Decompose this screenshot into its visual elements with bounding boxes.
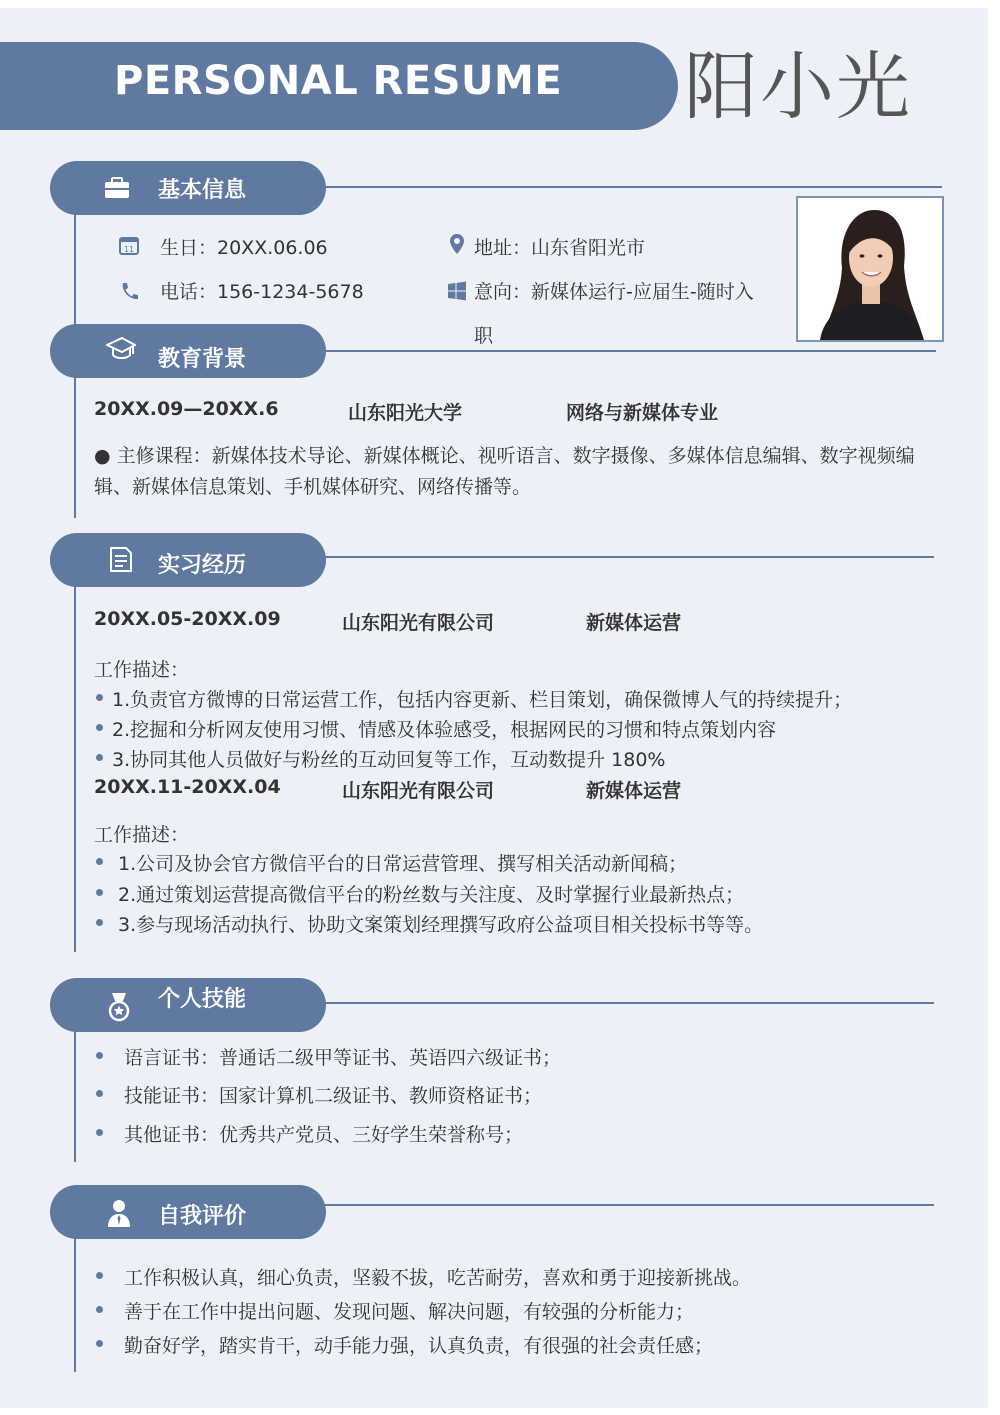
job-period: 20XX.05-20XX.09 (94, 608, 281, 630)
job-intention-cont: 职 (474, 325, 494, 347)
location-pin-icon (446, 233, 468, 255)
self-eval-item: 工作积极认真，细心负责，坚毅不拔，吃苦耐劳，喜欢和勇于迎接新挑战。 (124, 1267, 752, 1289)
bullet-dot (96, 1272, 103, 1279)
section-header-education (50, 324, 326, 378)
bullet-dot (96, 1306, 103, 1313)
education-period: 20XX.09—20XX.6 (94, 398, 279, 420)
job-company: 山东阳光有限公司 (342, 612, 495, 634)
job-company: 山东阳光有限公司 (342, 780, 495, 802)
phone-icon (118, 280, 140, 302)
job-item: 2.通过策划运营提高微信平台的粉丝数与关注度、及时掌握行业最新热点； (118, 884, 745, 906)
bullet-dot (96, 754, 103, 761)
portrait-image (798, 198, 942, 340)
section-divider (300, 1002, 934, 1004)
job-item: 3.参与现场活动执行、协助文案策划经理撰写政府公益项目相关投标书等等。 (118, 914, 764, 936)
section-title: 个人技能 (158, 987, 247, 1012)
bullet-dot (96, 858, 103, 865)
bullet-dot (96, 694, 103, 701)
skill-item: 语言证书：普通话二级甲等证书、英语四六级证书； (124, 1047, 562, 1069)
bullet-dot (96, 1340, 103, 1347)
job-desc-label: 工作描述： (94, 659, 190, 681)
briefcase-icon (102, 173, 132, 203)
calendar-icon (118, 234, 140, 256)
profile-photo (796, 196, 944, 342)
section-header-internship (50, 533, 326, 587)
education-courses: ● 主修课程：新媒体技术导论、新媒体概论、视听语言、数字摄像、多媒体信息编辑、数字视频编辑、新媒体信息策划、手机媒体研究、网络传播等。 (94, 445, 915, 498)
birthday: 生日：20XX.06.06 (160, 237, 328, 259)
section-title: 教育背景 (158, 347, 247, 372)
job-role: 新媒体运营 (586, 780, 682, 802)
job-intention: 意向：新媒体运行-应届生-随时入 (474, 281, 754, 303)
bullet-dot (96, 1090, 103, 1097)
bullet-dot (96, 724, 103, 731)
address: 地址：山东省阳光市 (474, 237, 646, 259)
phone: 电话：156-1234-5678 (160, 281, 364, 303)
graduation-cap-icon (106, 334, 136, 364)
job-item: 2.挖掘和分析网友使用习惯、情感及体验感受，根据网民的习惯和特点策划内容 (112, 719, 777, 741)
self-eval-item: 善于在工作中提出问题、发现问题、解决问题，有较强的分析能力； (124, 1301, 695, 1323)
section-divider (300, 186, 942, 188)
skill-item: 技能证书：国家计算机二级证书、教师资格证书； (124, 1085, 543, 1107)
education-school: 山东阳光大学 (348, 402, 463, 424)
document-icon (106, 544, 136, 574)
job-period: 20XX.11-20XX.04 (94, 776, 281, 798)
job-item: 3.协同其他人员做好与粉丝的互动回复等工作，互动数提升 180% (112, 749, 666, 771)
section-title: 实习经历 (158, 553, 247, 578)
bullet-dot (96, 919, 103, 926)
bullet-dot (96, 1052, 103, 1059)
job-item: 1.公司及协会官方微信平台的日常运营管理、撰写相关活动新闻稿； (118, 853, 688, 875)
self-eval-item: 勤奋好学，踏实肯干，动手能力强，认真负责，有很强的社会责任感； (124, 1335, 714, 1357)
medal-icon (104, 992, 134, 1022)
timeline-line (74, 560, 76, 952)
svg-text:11: 11 (123, 245, 135, 254)
job-desc-label: 工作描述： (94, 824, 190, 846)
section-header-skills (50, 978, 326, 1032)
education-major: 网络与新媒体专业 (566, 402, 719, 424)
banner-title: PERSONAL RESUME (114, 58, 563, 104)
bullet-dot (96, 1129, 103, 1136)
job-item: 1.负责官方微博的日常运营工作，包括内容更新、栏目策划，确保微博人气的持续提升； (112, 689, 853, 711)
person-icon (104, 1198, 134, 1228)
section-divider (300, 556, 934, 558)
windows-icon (446, 280, 468, 302)
job-role: 新媒体运营 (586, 612, 682, 634)
section-title: 基本信息 (158, 178, 247, 203)
section-header-basic (50, 161, 326, 215)
section-header-self-eval (50, 1185, 326, 1239)
section-title: 自我评价 (158, 1204, 247, 1229)
skill-item: 其他证书：优秀共产党员、三好学生荣誉称号； (124, 1124, 524, 1146)
section-divider (300, 350, 936, 352)
person-name: 阳小光 (684, 44, 912, 130)
bullet-dot (96, 889, 103, 896)
section-divider (300, 1204, 934, 1206)
